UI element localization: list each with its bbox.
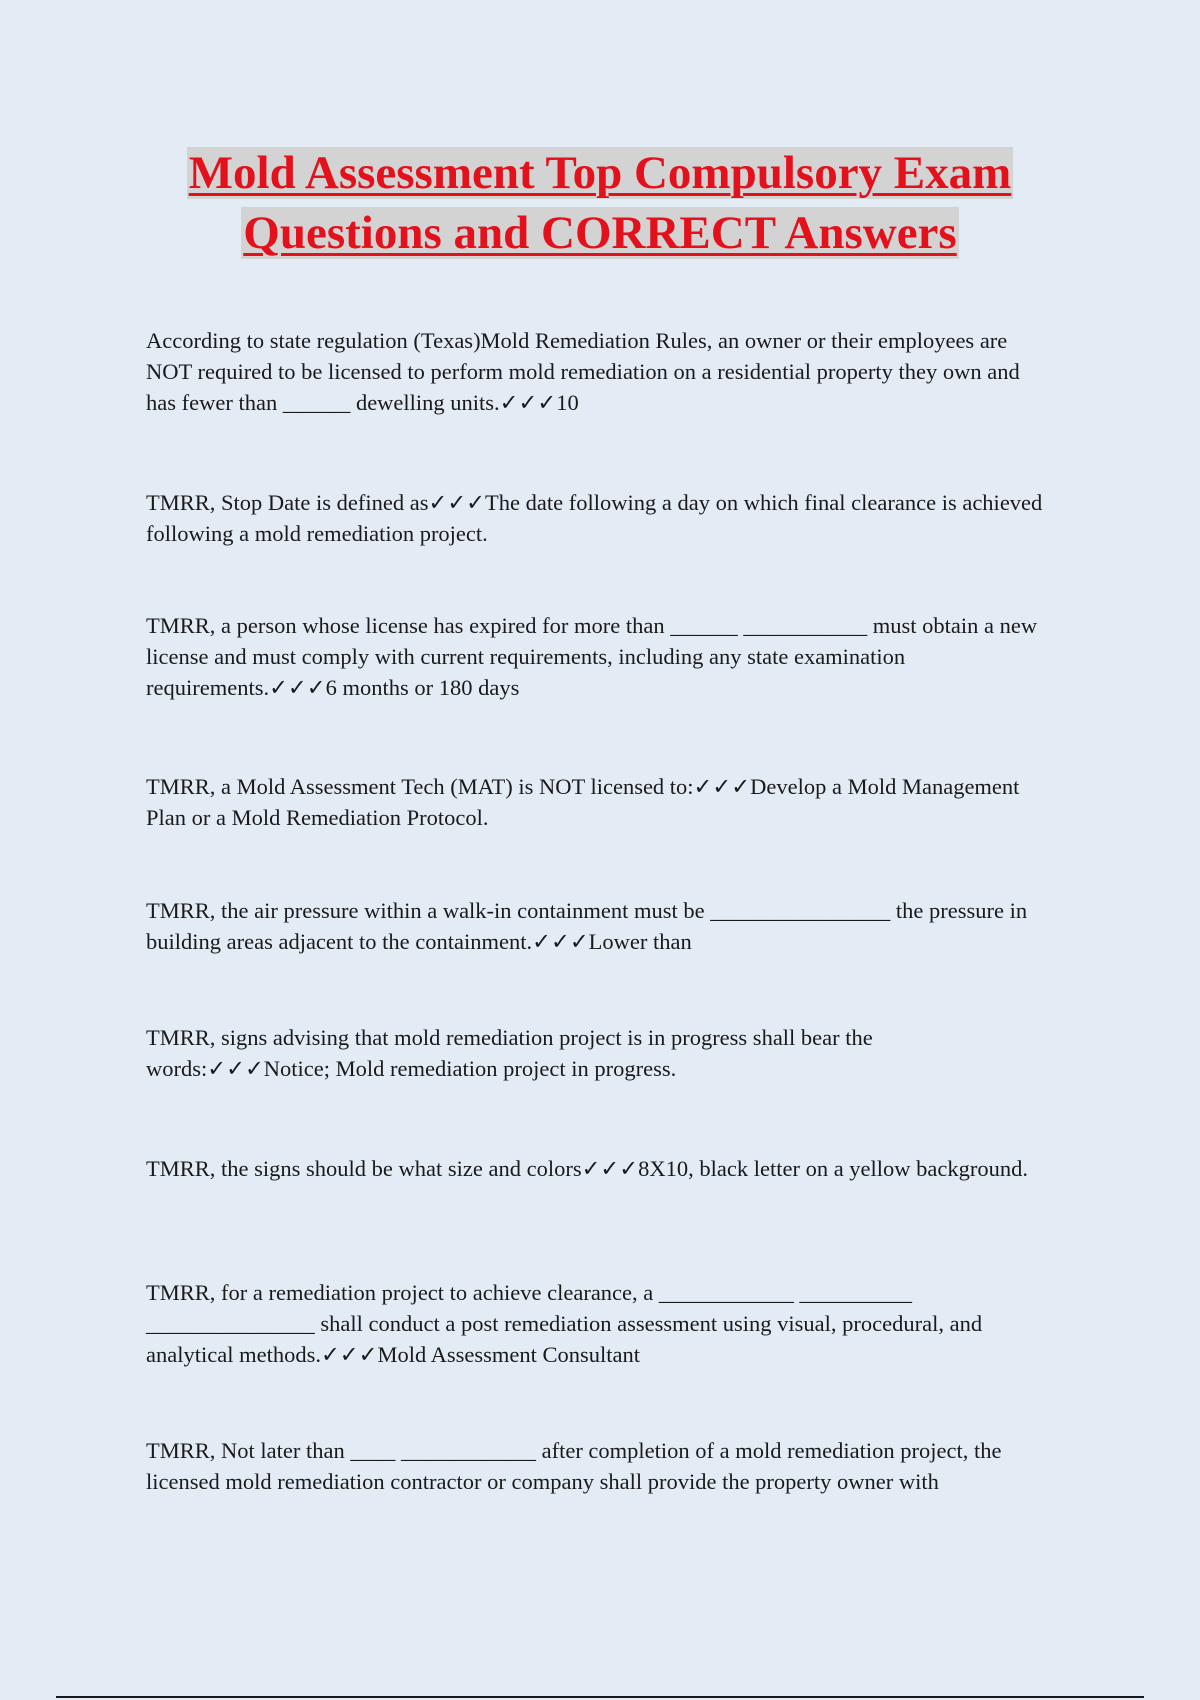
title-line-2: Questions and CORRECT Answers [243,207,957,259]
qa-item-3: TMRR, a person whose license has expired for more than ______ ___________ must obtain a new license and must comply with current requirements, including any state examination requirements.✓✓✓6 months or 180 days [146,613,1038,700]
qa-item-8: TMRR, for a remediation project to achieve clearance, a ____________ __________ _______________ shall conduct a post remediation assessment using visual, procedural, and analytical methods.✓✓✓Mold Assessment Consultant [146,1280,983,1367]
bottom-divider [56,1696,1144,1698]
qa-item-1: According to state regulation (Texas)Mold Remediation Rules, an owner or their employees are NOT required to be licensed to perform mold remediation on a residential property they own and has fewer than ______ dewelling units.✓✓✓10 [146,328,1020,415]
qa-item-2: TMRR, Stop Date is defined as✓✓✓The date following a day on which final clearance is achieved following a mold remediation project. [146,490,1043,546]
qa-item-5: TMRR, the air pressure within a walk-in containment must be ________________ the pressure in building areas adjacent to the containment.✓✓✓Lower than [146,898,1028,954]
qa-item-6: TMRR, signs advising that mold remediation project is in progress shall bear the words:✓✓✓Notice; Mold remediation project in progress. [146,1025,873,1081]
title-line-1: Mold Assessment Top Compulsory Exam [188,147,1012,199]
document-title [0,143,1200,263]
qa-item-9: TMRR, Not later than ____ ____________ after completion of a mold remediation project, the licensed mold remediation contractor or company shall provide the property owner with [146,1438,1002,1494]
qa-item-4: TMRR, a Mold Assessment Tech (MAT) is NOT licensed to:✓✓✓Develop a Mold Management Plan or a Mold Remediation Protocol. [146,774,1020,830]
qa-item-7: TMRR, the signs should be what size and colors✓✓✓8X10, black letter on a yellow background. [146,1156,1029,1181]
